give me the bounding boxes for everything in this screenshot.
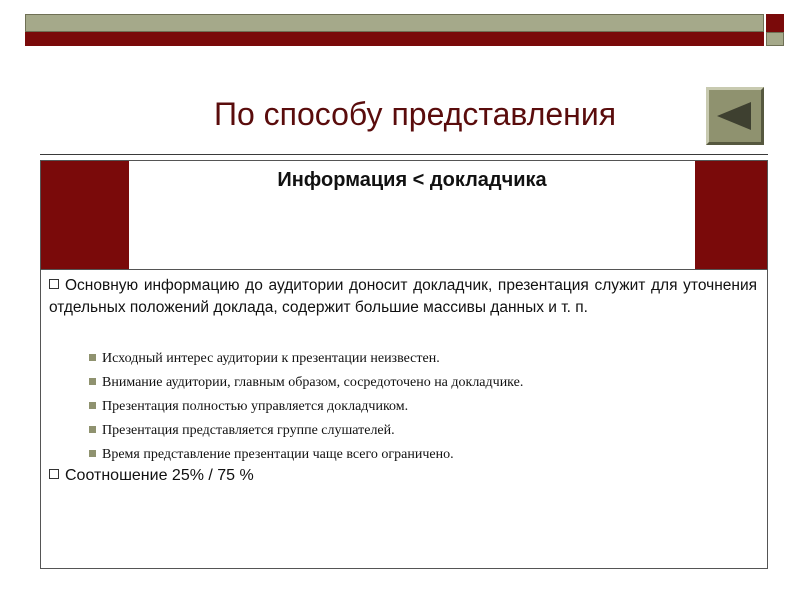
hollow-square-bullet-icon: [49, 469, 59, 479]
sub-list: [89, 347, 729, 467]
header-divider: [41, 269, 767, 270]
list-item-text: Внимание аудитории, главным образом, сосредоточено на докладчике.: [102, 375, 524, 390]
list-item-text: Презентация полностью управляется докладчиком.: [102, 399, 409, 414]
list-item-text: Презентация представляется группе слушателей.: [102, 423, 395, 438]
ratio-text: Соотношение 25% / 75 %: [65, 467, 254, 484]
ratio-line: [49, 467, 254, 485]
square-bullet-icon: [89, 378, 96, 385]
square-bullet-icon: [89, 402, 96, 409]
list-item: [89, 371, 729, 395]
top-decor-corner-red: [766, 14, 784, 32]
title-divider: [40, 154, 768, 155]
square-bullet-icon: [89, 354, 96, 361]
list-item: [89, 419, 729, 443]
top-decor-corner-olive: [766, 32, 784, 46]
triangle-left-icon: [715, 100, 755, 132]
slide-title: По способу представления: [213, 96, 617, 132]
hollow-square-bullet-icon: [49, 279, 59, 289]
back-button[interactable]: [706, 87, 764, 145]
list-item-text: Время представление презентации чаще всего ограничено.: [102, 447, 454, 462]
square-bullet-icon: [89, 450, 96, 457]
slide-subtitle: Информация < докладчика: [277, 169, 547, 191]
header-block-right: [695, 161, 767, 269]
top-decor-bar-red: [25, 32, 764, 46]
header-block-left: [41, 161, 129, 269]
list-item-text: Исходный интерес аудитории к презентации неизвестен.: [102, 351, 440, 366]
square-bullet-icon: [89, 426, 96, 433]
top-decor-bar-olive: [25, 14, 764, 32]
list-item: [89, 347, 729, 371]
list-item: [89, 395, 729, 419]
content-box: [40, 160, 768, 569]
main-paragraph-text: Основную информацию до аудитории доносит докладчик, презентация служит для уточнения отдельных положений доклада, содержит большие массивы данных и т. п.: [49, 277, 757, 316]
list-item: [89, 443, 729, 467]
main-paragraph: [49, 275, 757, 319]
